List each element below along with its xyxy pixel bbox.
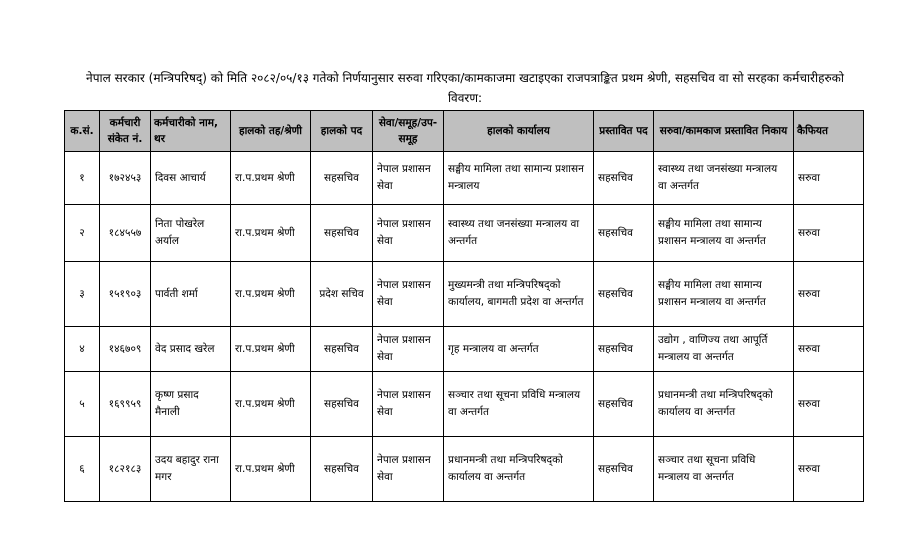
cell-remarks: सरुवा (794, 327, 864, 372)
cell-name: कृष्ण प्रसाद मैनाली (151, 372, 231, 437)
cell-remarks: सरुवा (794, 372, 864, 437)
cell-post: सहसचिव (311, 437, 373, 502)
cell-office: प्रधानमन्त्री तथा मन्त्रिपरिषद्को कार्यालय वा अन्तर्गत (444, 437, 594, 502)
cell-sn: ५ (65, 372, 100, 437)
cell-rank: रा.प.प्रथम श्रेणी (231, 152, 311, 205)
header-row (65, 111, 864, 152)
cell-rank: रा.प.प्रथम श्रेणी (231, 372, 311, 437)
col-header-proposed-office: सरुवा/कामकाज प्रस्तावित निकाय (654, 111, 794, 152)
cell-code: १८४५५७ (100, 205, 151, 262)
cell-office: सङ्घीय मामिला तथा सामान्य प्रशासन मन्त्रालय (444, 152, 594, 205)
cell-service: नेपाल प्रशासन सेवा (373, 205, 444, 262)
cell-remarks: सरुवा (794, 205, 864, 262)
cell-name: दिवस आचार्य (151, 152, 231, 205)
table-row (65, 205, 864, 262)
cell-code: १४६७०९ (100, 327, 151, 372)
cell-proposed-office: सङ्घीय मामिला तथा सामान्य प्रशासन मन्त्रालय वा अन्तर्गत (654, 205, 794, 262)
cell-sn: २ (65, 205, 100, 262)
cell-rank: रा.प.प्रथम श्रेणी (231, 205, 311, 262)
transfer-table (64, 110, 864, 502)
cell-proposed-office: सञ्चार तथा सूचना प्रविधि मन्त्रालय वा अन्तर्गत (654, 437, 794, 502)
col-header-rank: हालको तह/श्रेणी (231, 111, 311, 152)
cell-post: सहसचिव (311, 372, 373, 437)
cell-name: निता पोखरेल अर्याल (151, 205, 231, 262)
cell-proposed-post: सहसचिव (594, 205, 654, 262)
cell-proposed-office: स्वास्थ्य तथा जनसंख्या मन्त्रालय वा अन्तर्गत (654, 152, 794, 205)
cell-proposed-office: सङ्घीय मामिला तथा सामान्य प्रशासन मन्त्रालय वा अन्तर्गत (654, 262, 794, 327)
cell-office: सञ्चार तथा सूचना प्रविधि मन्त्रालय वा अन्तर्गत (444, 372, 594, 437)
cell-remarks: सरुवा (794, 152, 864, 205)
col-header-name: कर्मचारीको नाम, थर (151, 111, 231, 152)
cell-remarks: सरुवा (794, 262, 864, 327)
col-header-remarks: कैफियत (794, 111, 864, 152)
document-heading: नेपाल सरकार (मन्त्रिपरिषद्) को मिति २०८२/०५/१३ गतेको निर्णयानुसार सरुवा गरिएका/कामकाजमा खटाइएका राजपत्राङ्कित प्रथम श्रेणी, सहसचिव वा सो सरहका कर्मचारीहरुको विवरण: (86, 71, 844, 105)
cell-rank: रा.प.प्रथम श्रेणी (231, 327, 311, 372)
cell-service: नेपाल प्रशासन सेवा (373, 262, 444, 327)
col-header-service: सेवा/समूह/उप-समूह (373, 111, 444, 152)
cell-proposed-office: उद्योग , वाणिज्य तथा आपूर्ति मन्त्रालय वा अन्तर्गत (654, 327, 794, 372)
cell-service: नेपाल प्रशासन सेवा (373, 437, 444, 502)
col-header-proposed-post: प्रस्तावित पद (594, 111, 654, 152)
cell-code: १८२१८३ (100, 437, 151, 502)
table-row (65, 262, 864, 327)
cell-code: १५१९०३ (100, 262, 151, 327)
cell-sn: १ (65, 152, 100, 205)
cell-proposed-post: सहसचिव (594, 327, 654, 372)
cell-service: नेपाल प्रशासन सेवा (373, 152, 444, 205)
cell-post: सहसचिव (311, 152, 373, 205)
table-row (65, 372, 864, 437)
cell-post: सहसचिव (311, 205, 373, 262)
cell-name: वेद प्रसाद खरेल (151, 327, 231, 372)
cell-rank: रा.प.प्रथम श्रेणी (231, 437, 311, 502)
col-header-code: कर्मचारी संकेत नं. (100, 111, 151, 152)
cell-code: १६९९५९ (100, 372, 151, 437)
cell-proposed-post: सहसचिव (594, 372, 654, 437)
table-row (65, 437, 864, 502)
cell-proposed-post: सहसचिव (594, 262, 654, 327)
cell-name: पार्वती शर्मा (151, 262, 231, 327)
col-header-sn: क.सं. (65, 111, 100, 152)
cell-service: नेपाल प्रशासन सेवा (373, 327, 444, 372)
cell-proposed-post: सहसचिव (594, 152, 654, 205)
cell-proposed-post: सहसचिव (594, 437, 654, 502)
table-row (65, 327, 864, 372)
col-header-post: हालको पद (311, 111, 373, 152)
col-header-office: हालको कार्यालय (444, 111, 594, 152)
cell-proposed-office: प्रधानमन्त्री तथा मन्त्रिपरिषद्को कार्यालय वा अन्तर्गत (654, 372, 794, 437)
cell-name: उदय बहादुर राना मगर (151, 437, 231, 502)
cell-sn: ३ (65, 262, 100, 327)
cell-post: सहसचिव (311, 327, 373, 372)
cell-office: स्वास्थ्य तथा जनसंख्या मन्त्रालय वा अन्तर्गत (444, 205, 594, 262)
cell-office: मुख्यमन्त्री तथा मन्त्रिपरिषद्को कार्यालय, बागमती प्रदेश वा अन्तर्गत (444, 262, 594, 327)
cell-rank: रा.प.प्रथम श्रेणी (231, 262, 311, 327)
cell-post: प्रदेश सचिव (311, 262, 373, 327)
cell-service: नेपाल प्रशासन सेवा (373, 372, 444, 437)
cell-office: गृह मन्त्रालय वा अन्तर्गत (444, 327, 594, 372)
cell-sn: ६ (65, 437, 100, 502)
cell-sn: ४ (65, 327, 100, 372)
table-row (65, 152, 864, 205)
cell-remarks: सरुवा (794, 437, 864, 502)
cell-code: १७२४५३ (100, 152, 151, 205)
